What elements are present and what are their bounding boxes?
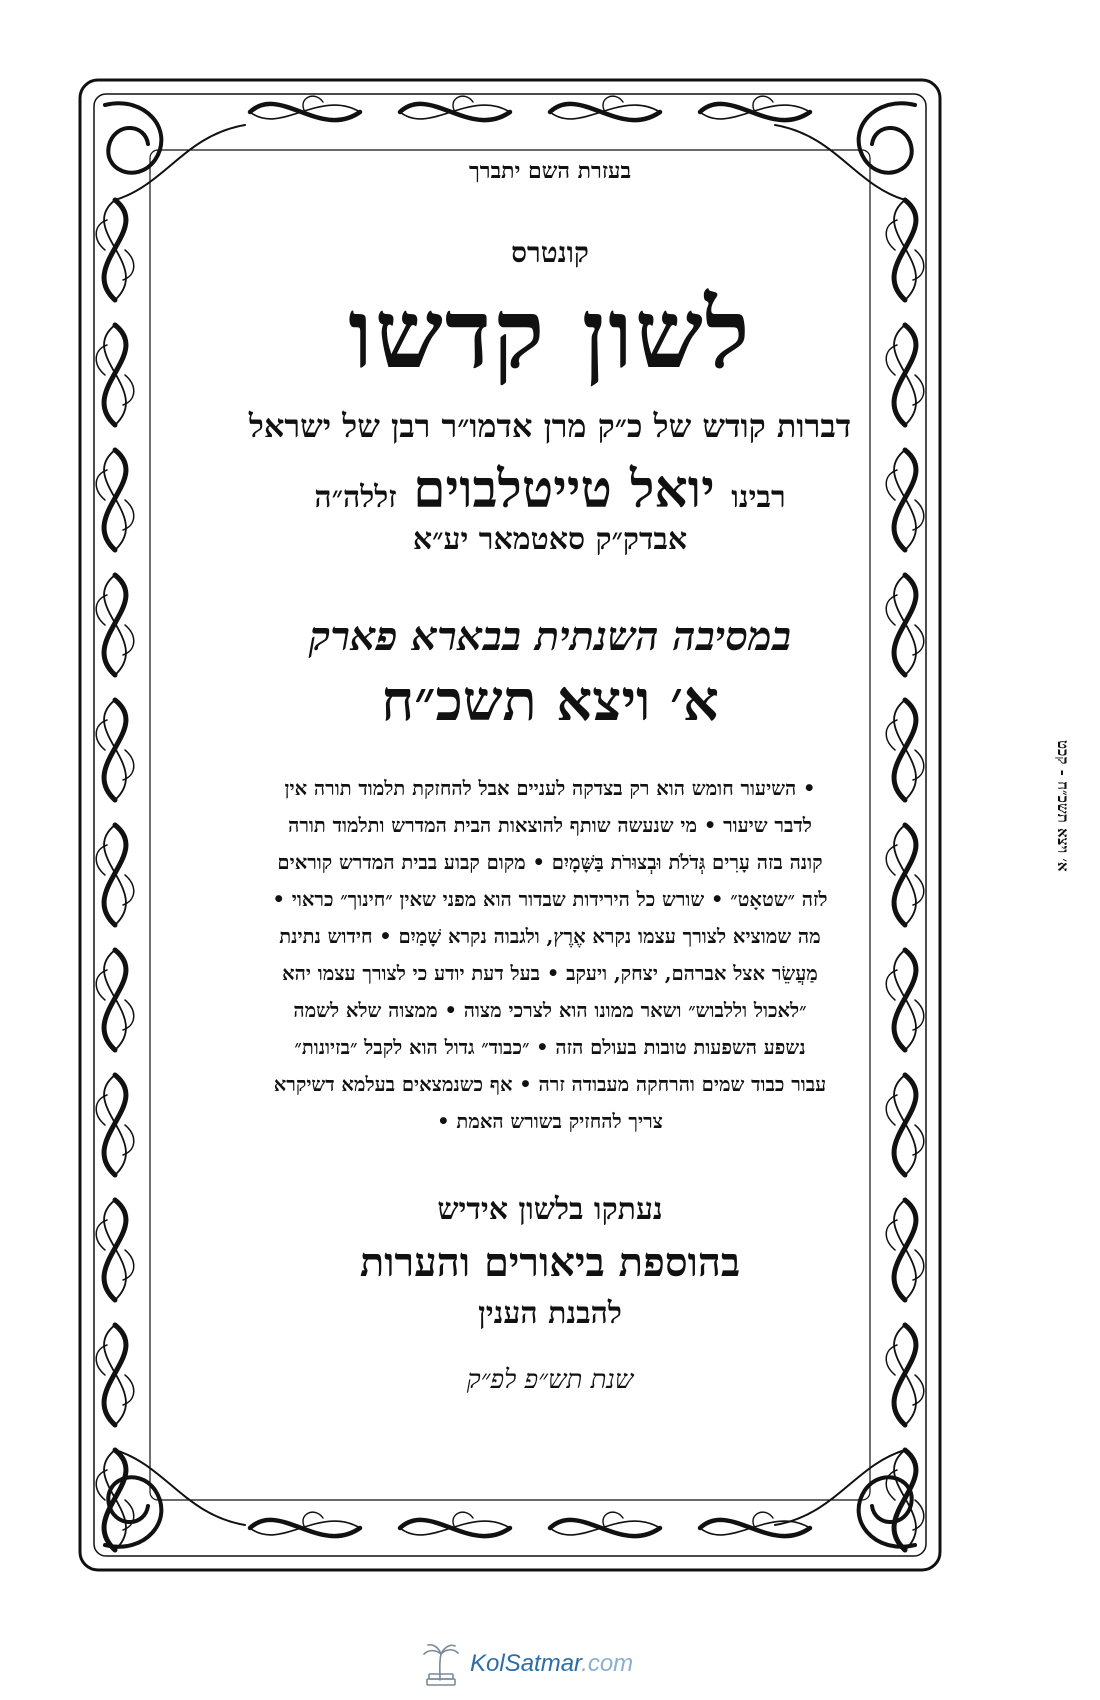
translation-note: נעתקו בלשון אידיש bbox=[437, 1191, 663, 1227]
border-flourish bbox=[123, 1500, 134, 1530]
summary-line: • השיעור חומש הוא רק בצדקה לעניים אבל להחזקת תלמוד תורה אין bbox=[284, 776, 816, 800]
border-flourish bbox=[104, 450, 126, 550]
border-flourish bbox=[303, 1512, 323, 1528]
border-flourish bbox=[753, 96, 773, 112]
summary-line: נשפע השפעות טובות בעולם הזה • ״כבוד״ גדול הוא לקבל ״בזיונות״ bbox=[294, 1035, 806, 1059]
footer-site-tld: .com bbox=[581, 1650, 634, 1677]
title-page-content bbox=[175, 150, 925, 1395]
corner-swirl bbox=[775, 1450, 905, 1525]
border-flourish bbox=[104, 825, 126, 925]
summary-paragraph bbox=[175, 770, 925, 1140]
summary-line: ״לאכול וללבוש״ ושאר ממונו הוא לצרכי מצוה • ממצוה שלא לשמה bbox=[293, 998, 807, 1022]
border-flourish bbox=[104, 200, 126, 300]
kuntres-label: קונטרס bbox=[511, 236, 589, 269]
border-flourish bbox=[123, 625, 134, 655]
border-flourish bbox=[123, 750, 134, 780]
understanding-line: להבנת הענין bbox=[478, 1295, 622, 1331]
summary-line: עבור כבוד שמים והרחקה מעבודה זרה • אף כשנמצאים בעלמא דשיקרא bbox=[273, 1072, 827, 1096]
summary-line: צריך להחזיק בשורש האמת • bbox=[437, 1109, 663, 1133]
author-prefix: רבינו bbox=[731, 479, 786, 515]
border-flourish bbox=[104, 575, 126, 675]
corner-swirl bbox=[115, 1450, 245, 1525]
footer-watermark[interactable] bbox=[420, 1640, 680, 1690]
border-flourish bbox=[453, 1512, 473, 1528]
border-flourish bbox=[123, 1250, 134, 1280]
author-line bbox=[175, 459, 925, 520]
border-flourish bbox=[603, 96, 623, 112]
main-title: לשון קדשו bbox=[348, 277, 752, 390]
border-flourish bbox=[603, 1512, 623, 1528]
additions-line: בהוספת ביאורים והערות bbox=[359, 1238, 741, 1286]
summary-line: מַעֲשֵׂר אצל אברהם, יצחק, ויעקב • בעל דעת יודע כי לצורך עצמו יהא bbox=[282, 961, 818, 985]
corner-spiral bbox=[105, 103, 161, 172]
summary-line: מה שמוציא לצורך עצמו נקרא אֶרֶץ, ולגבוה נקרא שָׁמַיִם • חידוש נתינת bbox=[279, 924, 821, 948]
border-flourish bbox=[123, 500, 134, 530]
border-flourish bbox=[104, 950, 126, 1050]
footer-site-name: KolSatmar bbox=[470, 1650, 582, 1677]
palm-tree-books-logo-icon bbox=[420, 1640, 462, 1688]
border-flourish bbox=[123, 250, 134, 280]
border-flourish bbox=[123, 1125, 134, 1155]
location-line: אבדק״ק סאטמאר יע״א bbox=[412, 521, 688, 557]
page-side-note: א׳ ויצא תשכ״ח - קכט bbox=[1054, 740, 1072, 872]
border-flourish bbox=[123, 1375, 134, 1405]
border-flourish bbox=[123, 875, 134, 905]
border-flourish bbox=[303, 96, 323, 112]
publication-year: שנת תש״פ לפ״ק bbox=[466, 1364, 634, 1395]
border-flourish bbox=[104, 1200, 126, 1300]
invocation: בעזרת השם יתברך bbox=[468, 158, 632, 184]
event-line: במסיבה השנתית בבארא פארק bbox=[309, 612, 791, 660]
summary-line: לדבר שיעור • מי שנעשה שותף להוצאות הבית המדרש ותלמוד תורה bbox=[288, 813, 812, 837]
summary-line: לזה ״שטאָט״ • שורש כל הירידות שבדור הוא מפני שאין ״חינוך״ כראוי • bbox=[272, 887, 828, 911]
border-flourish bbox=[104, 700, 126, 800]
border-flourish bbox=[104, 1075, 126, 1175]
border-flourish bbox=[104, 325, 126, 425]
summary-line: קונה בזה עָרִים גְּדֹלֹת וּבְצוּרֹת בַּשָּׁמָיִם • מקום קבוע בבית המדרש קוראים bbox=[277, 850, 823, 874]
border-flourish bbox=[123, 1000, 134, 1030]
border-flourish bbox=[753, 1512, 773, 1528]
border-flourish bbox=[123, 375, 134, 405]
author-name: יואל טייטלבוים bbox=[413, 458, 715, 520]
border-flourish bbox=[913, 1500, 924, 1530]
author-suffix: זללה״ה bbox=[314, 479, 397, 515]
border-flourish bbox=[104, 1325, 126, 1425]
date-line: א׳ ויצא תשכ״ח bbox=[381, 667, 719, 734]
subtitle: דברות קודש של כ״ק מרן אדמו״ר רבן של ישראל bbox=[248, 406, 852, 445]
border-flourish bbox=[453, 96, 473, 112]
